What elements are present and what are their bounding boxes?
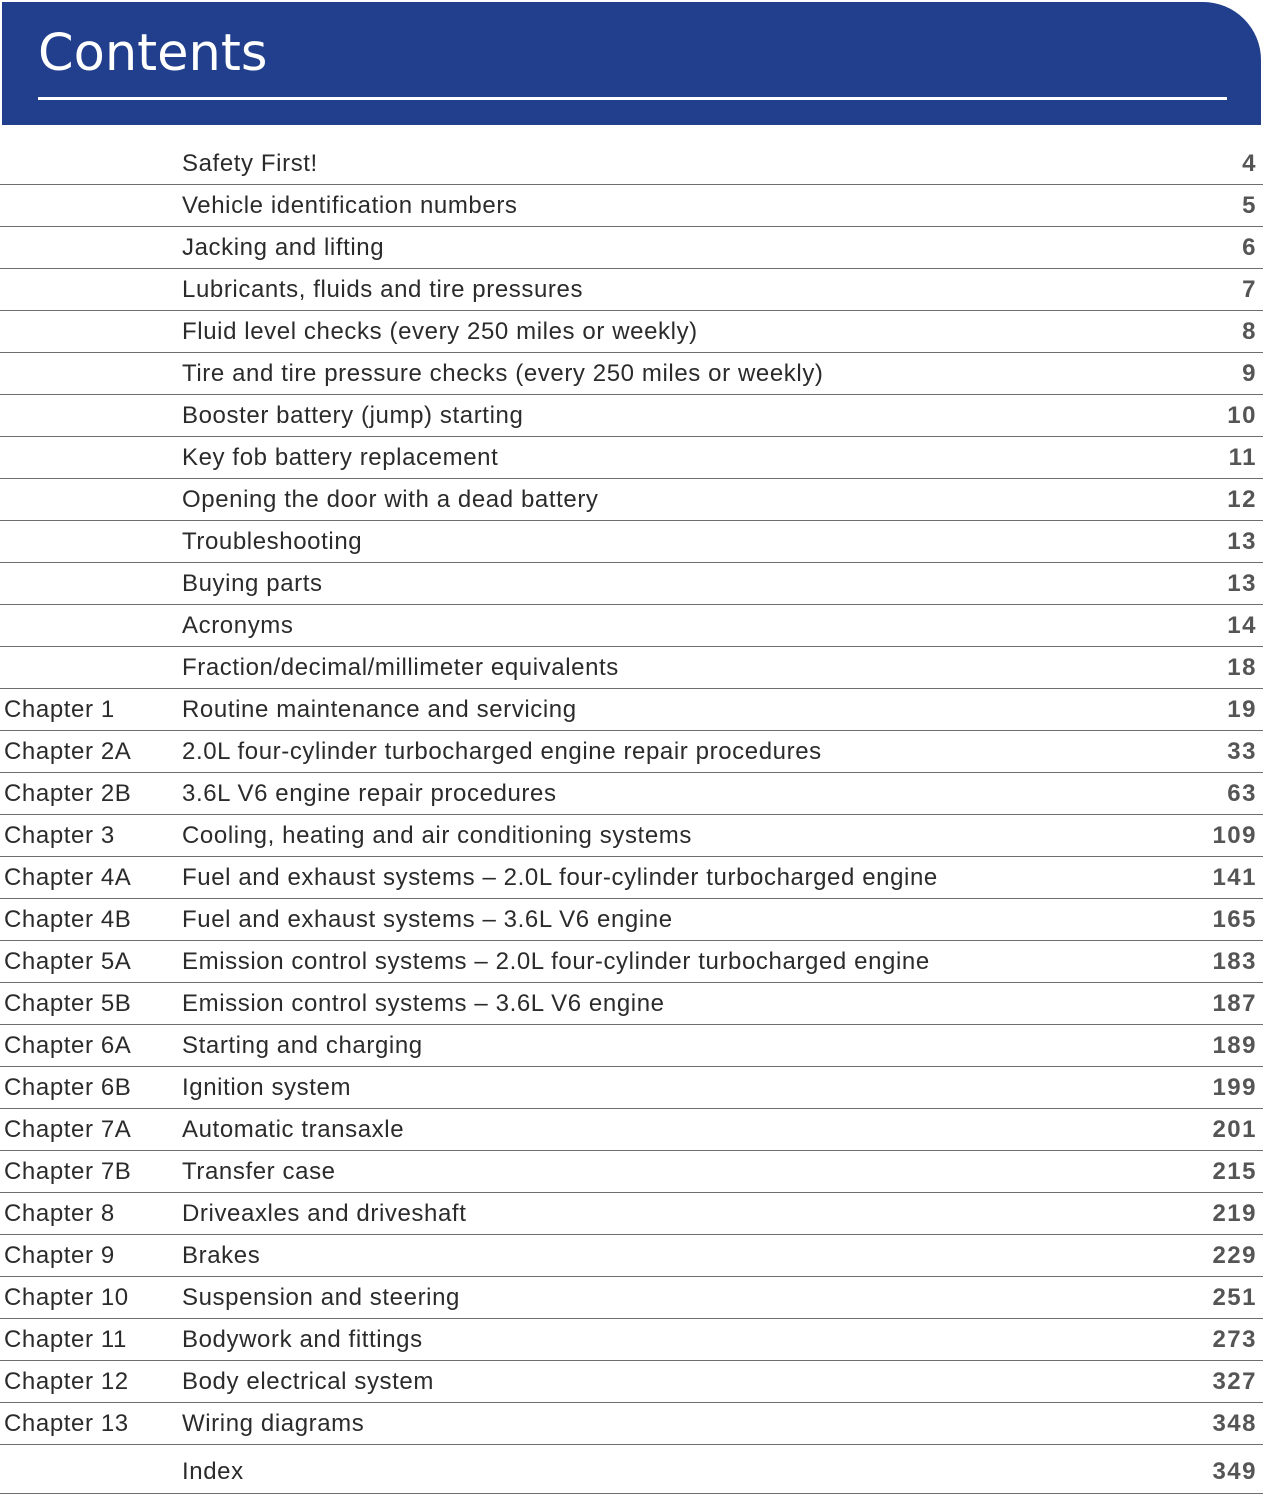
toc-title: Buying parts [182,570,323,597]
toc-title: Booster battery (jump) starting [182,402,524,429]
toc-chapter: Chapter 2B [4,780,132,807]
toc-page-number: 7 [1242,276,1257,303]
toc-row[interactable] [0,395,1263,437]
toc-chapter: Chapter 10 [4,1284,129,1311]
toc-page-number: 9 [1242,360,1257,387]
page-title: Contents [38,24,268,83]
toc-title: Fraction/decimal/millimeter equivalents [182,654,619,681]
toc-title: Brakes [182,1242,261,1269]
toc-page-number: 6 [1242,234,1257,261]
toc-row[interactable] [0,1361,1263,1403]
toc-title: Suspension and steering [182,1284,460,1311]
toc-page-number: 251 [1212,1284,1257,1311]
toc-title: Safety First! [182,150,318,177]
toc-row[interactable] [0,1193,1263,1235]
toc-title: 3.6L V6 engine repair procedures [182,780,557,807]
toc-title: Troubleshooting [182,528,363,555]
toc-page-number: 13 [1227,570,1257,597]
toc-page-number: 8 [1242,318,1257,345]
toc-page-number: 189 [1212,1032,1257,1059]
toc-title: Vehicle identification numbers [182,192,518,219]
toc-title: Transfer case [182,1158,336,1185]
toc-page-number: 273 [1212,1326,1257,1353]
toc-page-number: 18 [1227,654,1257,681]
toc-title: Ignition system [182,1074,352,1101]
toc-row[interactable] [0,941,1263,983]
toc-title: Opening the door with a dead battery [182,486,599,513]
toc-title: Index [182,1458,244,1485]
toc-row[interactable] [0,269,1263,311]
toc-row[interactable] [0,1319,1263,1361]
toc-row[interactable] [0,857,1263,899]
toc-row[interactable] [0,1109,1263,1151]
toc-chapter: Chapter 3 [4,822,115,849]
toc-page-number: 5 [1242,192,1257,219]
toc-row[interactable] [0,311,1263,353]
toc-row[interactable] [0,353,1263,395]
toc-page-number: 187 [1212,990,1257,1017]
toc-page-number: 12 [1227,486,1257,513]
toc-page-number: 14 [1227,612,1257,639]
toc-title: 2.0L four-cylinder turbocharged engine repair procedures [182,738,822,765]
toc-row[interactable] [0,647,1263,689]
toc-title: Fuel and exhaust systems – 2.0L four-cylinder turbocharged engine [182,864,938,891]
toc-chapter: Chapter 9 [4,1242,115,1269]
toc-title: Wiring diagrams [182,1410,365,1437]
toc-page-number: 11 [1228,444,1257,471]
toc-row[interactable] [0,689,1263,731]
toc-chapter: Chapter 4A [4,864,132,891]
header-divider [38,97,1227,100]
toc-chapter: Chapter 11 [4,1326,127,1353]
toc-page-number: 183 [1212,948,1257,975]
toc-row[interactable] [0,983,1263,1025]
toc-chapter: Chapter 1 [4,696,115,723]
toc-title: Tire and tire pressure checks (every 250 miles or weekly) [182,360,824,387]
toc-row[interactable] [0,563,1263,605]
toc-page-number: 348 [1212,1410,1257,1437]
toc-title: Emission control systems – 3.6L V6 engine [182,990,665,1017]
toc-page-number: 349 [1212,1458,1257,1485]
toc-page-number: 165 [1212,906,1257,933]
toc-row[interactable] [0,521,1263,563]
toc-row[interactable] [0,1235,1263,1277]
toc-page-number: 141 [1212,864,1257,891]
toc-page-number: 219 [1212,1200,1257,1227]
toc-page-number: 10 [1227,402,1257,429]
toc-page-number: 4 [1242,150,1257,177]
toc-page-number: 19 [1227,696,1257,723]
toc-chapter: Chapter 5A [4,948,132,975]
toc-title: Body electrical system [182,1368,434,1395]
toc-chapter: Chapter 2A [4,738,132,765]
toc-title: Lubricants, fluids and tire pressures [182,276,584,303]
toc-page-number: 33 [1227,738,1257,765]
toc-page-number: 13 [1227,528,1257,555]
toc-chapter: Chapter 7B [4,1158,132,1185]
toc-chapter: Chapter 13 [4,1410,129,1437]
toc-page-number: 229 [1212,1242,1257,1269]
toc-title: Starting and charging [182,1032,423,1059]
toc-chapter: Chapter 7A [4,1116,132,1143]
toc-row[interactable] [0,1277,1263,1319]
toc-title: Key fob battery replacement [182,444,499,471]
toc-title: Driveaxles and driveshaft [182,1200,467,1227]
toc-title: Acronyms [182,612,294,639]
toc-title: Fluid level checks (every 250 miles or weekly) [182,318,698,345]
toc-row[interactable] [0,1025,1263,1067]
toc-title: Automatic transaxle [182,1116,405,1143]
toc-row[interactable] [0,815,1263,857]
toc-page-number: 63 [1227,780,1257,807]
toc-row[interactable] [0,437,1263,479]
toc-row[interactable] [0,605,1263,647]
toc-title: Fuel and exhaust systems – 3.6L V6 engine [182,906,673,933]
toc-chapter: Chapter 5B [4,990,132,1017]
toc-row[interactable] [0,1151,1263,1193]
toc-page-number: 215 [1212,1158,1257,1185]
contents-header [2,2,1261,125]
table-of-contents [0,143,1263,1494]
toc-title: Cooling, heating and air conditioning systems [182,822,692,849]
toc-chapter: Chapter 6A [4,1032,132,1059]
toc-row[interactable] [0,185,1263,227]
toc-row[interactable] [0,227,1263,269]
toc-row[interactable] [0,773,1263,815]
toc-chapter: Chapter 8 [4,1200,115,1227]
toc-page-number: 199 [1212,1074,1257,1101]
toc-page-number: 327 [1212,1368,1257,1395]
toc-chapter: Chapter 4B [4,906,132,933]
toc-title: Bodywork and fittings [182,1326,423,1353]
toc-row[interactable] [0,143,1263,185]
toc-row[interactable] [0,479,1263,521]
toc-row[interactable] [0,899,1263,941]
toc-title: Jacking and lifting [182,234,385,261]
toc-row[interactable] [0,1067,1263,1109]
toc-page-number: 109 [1212,822,1257,849]
toc-title: Emission control systems – 2.0L four-cylinder turbocharged engine [182,948,930,975]
toc-chapter: Chapter 12 [4,1368,129,1395]
toc-title: Routine maintenance and servicing [182,696,577,723]
toc-row[interactable] [0,731,1263,773]
toc-page-number: 201 [1212,1116,1257,1143]
toc-row-index[interactable] [0,1445,1263,1494]
toc-row[interactable] [0,1403,1263,1445]
toc-chapter: Chapter 6B [4,1074,132,1101]
